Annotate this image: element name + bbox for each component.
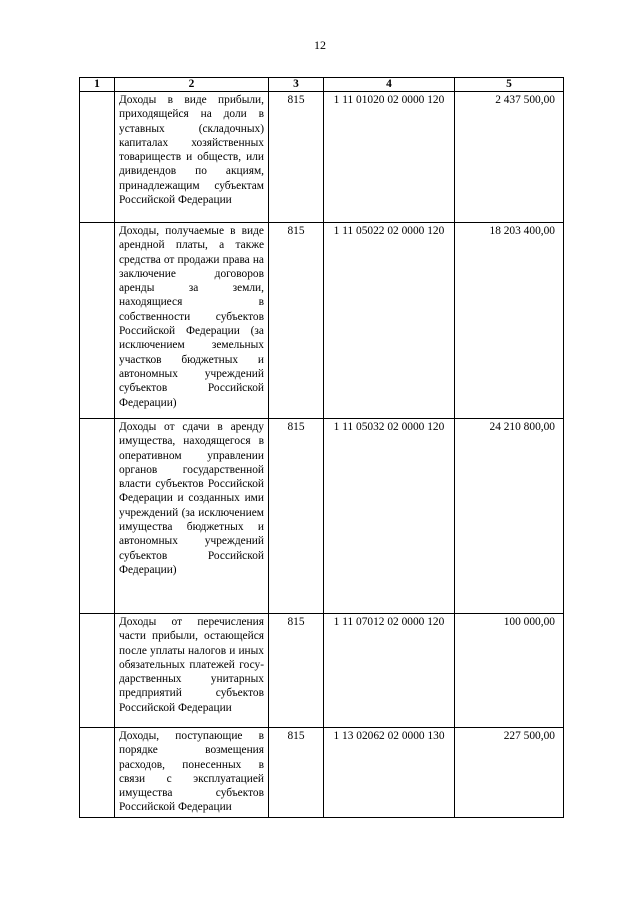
row-number-cell [80,92,115,223]
amount: 100 000,00 [455,614,564,728]
admin-code: 815 [269,419,324,614]
amount: 227 500,00 [455,728,564,818]
budget-classification-code: 1 11 01020 02 0000 120 [324,92,455,223]
page-number: 12 [314,38,326,52]
table-row [80,614,564,728]
admin-code: 815 [269,614,324,728]
row-number-cell [80,419,115,614]
amount: 24 210 800,00 [455,419,564,614]
budget-classification-code: 1 11 05022 02 0000 120 [324,223,455,419]
revenue-description: Доходы, получаемые в виде арендной платы, а также средства от продажи права на заключение договоров аренды за земли, находящиеся в собственности субъектов Российской Федерации (за исключением земельных участков бюджетных и автономных учреждений субъектов Российской Федерации) [115,223,269,419]
row-number-cell [80,223,115,419]
table-row [80,728,564,818]
row-number-cell [80,614,115,728]
column-header-2: 2 [115,78,269,92]
amount: 2 437 500,00 [455,92,564,223]
revenue-table [79,77,564,818]
row-number-cell [80,728,115,818]
admin-code: 815 [269,728,324,818]
table-row [80,223,564,419]
table-header-row [80,78,564,92]
revenue-description: Доходы в виде прибыли, приходящейся на доли в уставных (складочных) капиталах хозяйственных товариществ и обществ, или дивидендов по акциям, принадлежащим субъектам Российской Федерации [115,92,269,223]
revenue-description: Доходы от перечисления части прибыли, остающейся после уплаты налогов и иных обязательных платежей государственных унитарных предприятий субъектов Российской Федерации [115,614,269,728]
revenue-description: Доходы от сдачи в аренду имущества, находящегося в оперативном управлении органов государственной власти субъектов Российской Федерации и созданных ими учреждений (за исключением имущества бюджетных и автономных учреждений субъектов Российской Федерации) [115,419,269,614]
column-header-5: 5 [455,78,564,92]
column-header-4: 4 [324,78,455,92]
amount: 18 203 400,00 [455,223,564,419]
table-row [80,419,564,614]
admin-code: 815 [269,92,324,223]
budget-classification-code: 1 11 05032 02 0000 120 [324,419,455,614]
table-row [80,92,564,223]
column-header-1: 1 [80,78,115,92]
admin-code: 815 [269,223,324,419]
column-header-3: 3 [269,78,324,92]
budget-classification-code: 1 11 07012 02 0000 120 [324,614,455,728]
revenue-description: Доходы, поступающие в порядке возмещения расходов, понесенных в связи с эксплуатацией имущества субъектов Российской Федерации [115,728,269,818]
budget-classification-code: 1 13 02062 02 0000 130 [324,728,455,818]
